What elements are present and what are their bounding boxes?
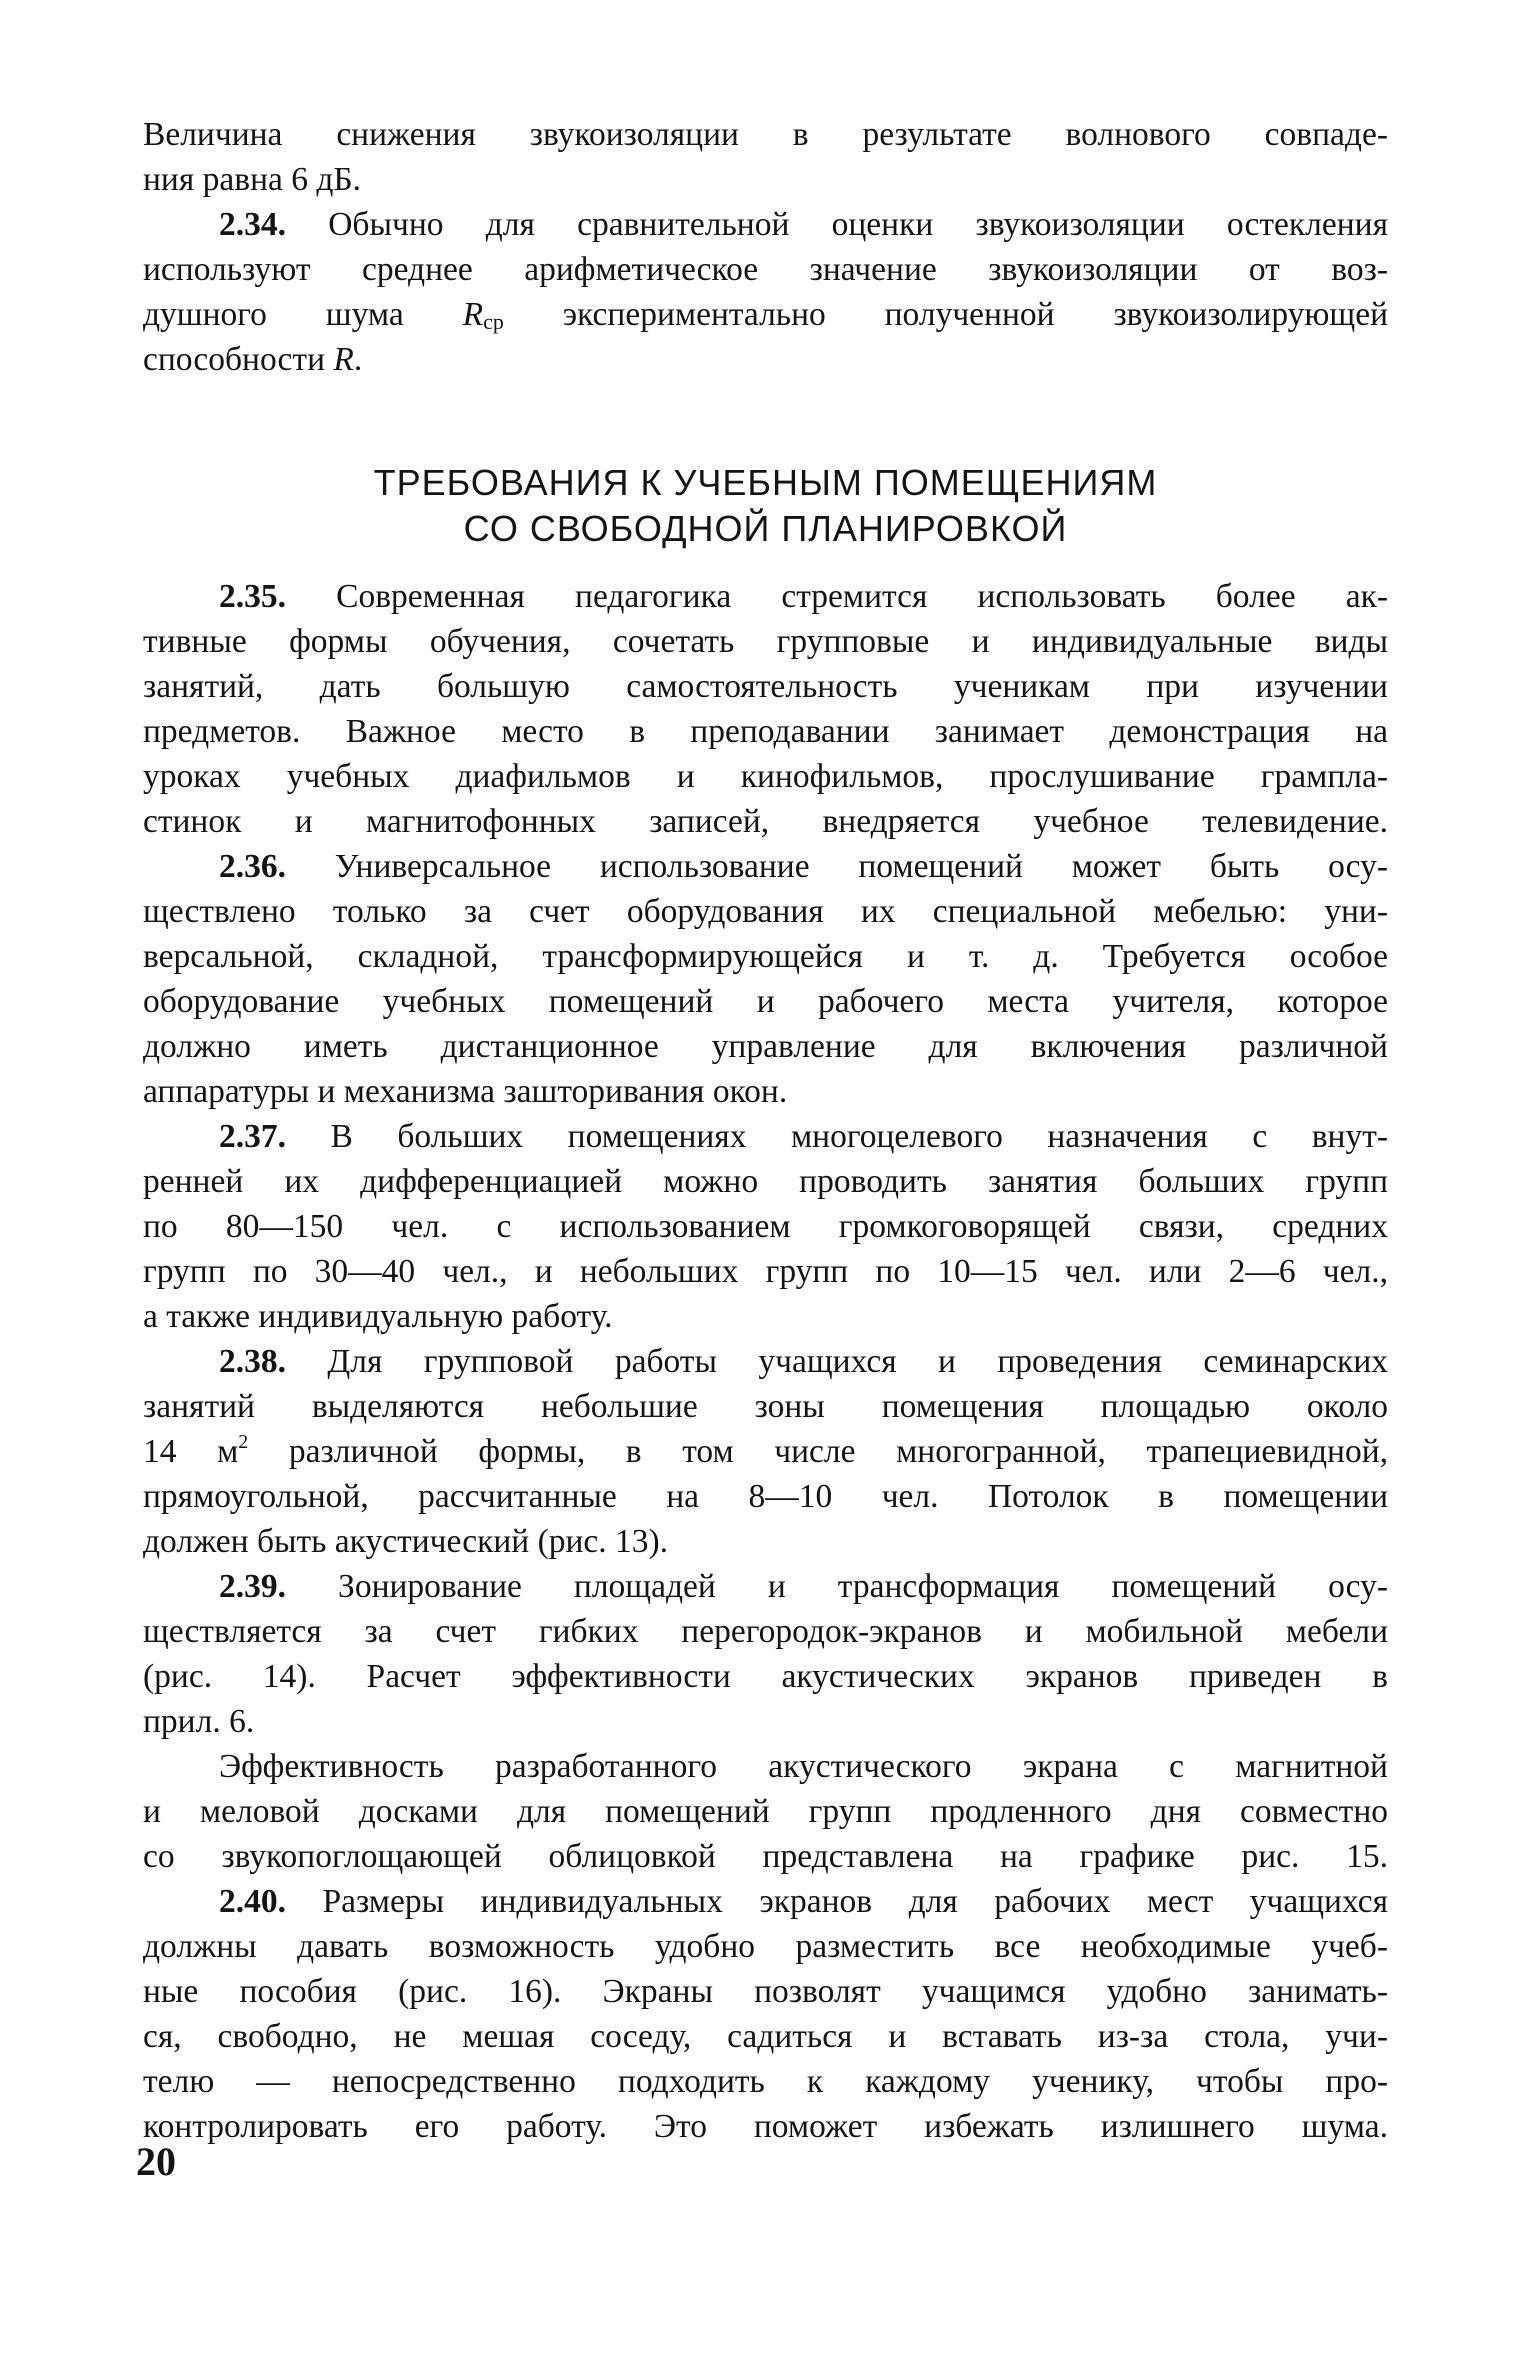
text-line [143,1339,1388,1384]
heading-line: ТРЕБОВАНИЯ К УЧЕБНЫМ ПОМЕЩЕНИЯМ [373,462,1158,503]
paragraph-2-37 [143,1114,1388,1339]
paragraph-number: 2.35. [219,578,286,615]
variable-symbol: R [333,341,354,378]
text-line: прил. 6. [143,1703,255,1740]
text-line: аппаратуры и механизма зашторивания окон. [143,1073,788,1110]
paragraph-2-36 [143,844,1388,1114]
subscript: ср [483,309,504,334]
text-line: контролировать его работу. Это поможет избежать излишнего шума. [143,2108,1388,2145]
text-line: должен быть акустический (рис. 13). [143,1523,669,1560]
paragraph-number: 2.34. [219,206,286,243]
text-span: различной формы, в том числе многогранной, трапециевидной, [248,1433,1389,1470]
paragraph-number: 2.40. [219,1883,286,1920]
text-line [143,1429,1388,1474]
text-line: по 80—150 чел. с использованием громкоговорящей связи, средних [143,1208,1388,1245]
text-line: (рис. 14). Расчет эффективности акустических экранов приведен в [143,1658,1388,1695]
variable-symbol: R [462,296,484,333]
text-line [143,574,1388,619]
text-line: групп по 30—40 чел., и небольших групп по 10—15 чел. или 2—6 чел., [143,1253,1388,1290]
paragraph-2-35 [143,574,1388,844]
paragraph-2-39-continued [143,1744,1388,1879]
intro-paragraph [143,112,1388,202]
text-span: 14 м [143,1433,239,1470]
paragraph-2-34 [143,202,1388,382]
text-line: ществлено только за счет оборудования их специальной мебелью: уни- [143,893,1388,930]
text-line: уроках учебных диафильмов и кинофильмов, прослушивание грампла- [143,758,1388,795]
text-line [143,337,1388,382]
text-line: оборудование учебных помещений и рабочего места учителя, которое [143,983,1388,1020]
text-line: Эффективность разработанного акустического экрана с магнитной [219,1748,1388,1785]
heading-line: СО СВОБОДНОЙ ПЛАНИРОВКОЙ [463,508,1068,549]
text-line: а также индивидуальную работу. [143,1298,613,1335]
text-line: телю — непосредственно подходить к каждому ученику, чтобы про- [143,2063,1388,2100]
text-span: Для групповой работы учащихся и проведения семинарских [327,1343,1389,1380]
section-heading [143,460,1388,552]
text-span: Размеры индивидуальных экранов для рабочих мест учащихся [322,1883,1389,1920]
text-line: и меловой досками для помещений групп продленного дня совместно [143,1793,1388,1830]
superscript: 2 [238,1431,249,1453]
text-span: . [353,341,363,378]
paragraph-2-39 [143,1564,1388,1744]
text-line [143,292,1388,337]
text-span: Обычно для сравнительной оценки звукоизоляции остекления [328,206,1389,243]
paragraph-number: 2.39. [219,1568,286,1605]
text-span: В больших помещениях многоцелевого назначения с внут- [330,1118,1388,1155]
paragraph-2-38 [143,1339,1388,1564]
paragraph-2-40 [143,1879,1388,2149]
text-line: должны давать возможность удобно разместить все необходимые учеб- [143,1928,1388,1965]
text-span: Универсальное использование помещений может быть осу- [334,848,1388,885]
text-line: стинок и магнитофонных записей, внедряется учебное телевидение. [143,803,1388,840]
text-span: Современная педагогика стремится использовать более ак- [336,578,1389,615]
text-span: способности [143,341,325,378]
text-line: ные пособия (рис. 16). Экраны позволят учащимся удобно занимать- [143,1973,1388,2010]
text-line: ния равна 6 дБ. [143,161,362,198]
text-line [143,1564,1388,1609]
text-line: прямоугольной, рассчитанные на 8—10 чел. Потолок в помещении [143,1478,1388,1515]
text-line: занятий, дать большую самостоятельность ученикам при изучении [143,668,1388,705]
text-line: со звукопоглощающей облицовкой представлена на графике рис. 15. [143,1838,1388,1875]
text-line [143,1879,1388,1924]
text-line [143,844,1388,889]
text-line: версальной, складной, трансформирующейся и т. д. Требуется особое [143,938,1388,975]
text-line [143,1114,1388,1159]
paragraph-number: 2.37. [219,1118,286,1155]
text-line: ся, свободно, не мешая соседу, садиться и вставать из-за стола, учи- [143,2018,1388,2055]
text-line: Величина снижения звукоизоляции в результате волнового совпаде- [143,116,1388,153]
page-number: 20 [136,2139,176,2184]
text-span: душного шума [143,296,404,333]
text-line: ренней их дифференциацией можно проводить занятия больших групп [143,1163,1388,1200]
paragraph-number: 2.36. [219,848,286,885]
text-line [143,202,1388,247]
text-span: Зонирование площадей и трансформация помещений осу- [338,1568,1388,1605]
text-line: занятий выделяются небольшие зоны помещения площадью около [143,1388,1388,1425]
text-line: ществляется за счет гибких перегородок-экранов и мобильной мебели [143,1613,1388,1650]
text-line: тивные формы обучения, сочетать групповые и индивидуальные виды [143,623,1388,660]
text-line: предметов. Важное место в преподавании занимает демонстрация на [143,713,1388,750]
page-body [143,112,1388,2149]
paragraph-number: 2.38. [219,1343,286,1380]
text-span: экспериментально полученной звукоизолирующей [562,296,1389,333]
text-line: должно иметь дистанционное управление для включения различной [143,1028,1388,1065]
text-line: используют среднее арифметическое значение звукоизоляции от воз- [143,251,1388,288]
